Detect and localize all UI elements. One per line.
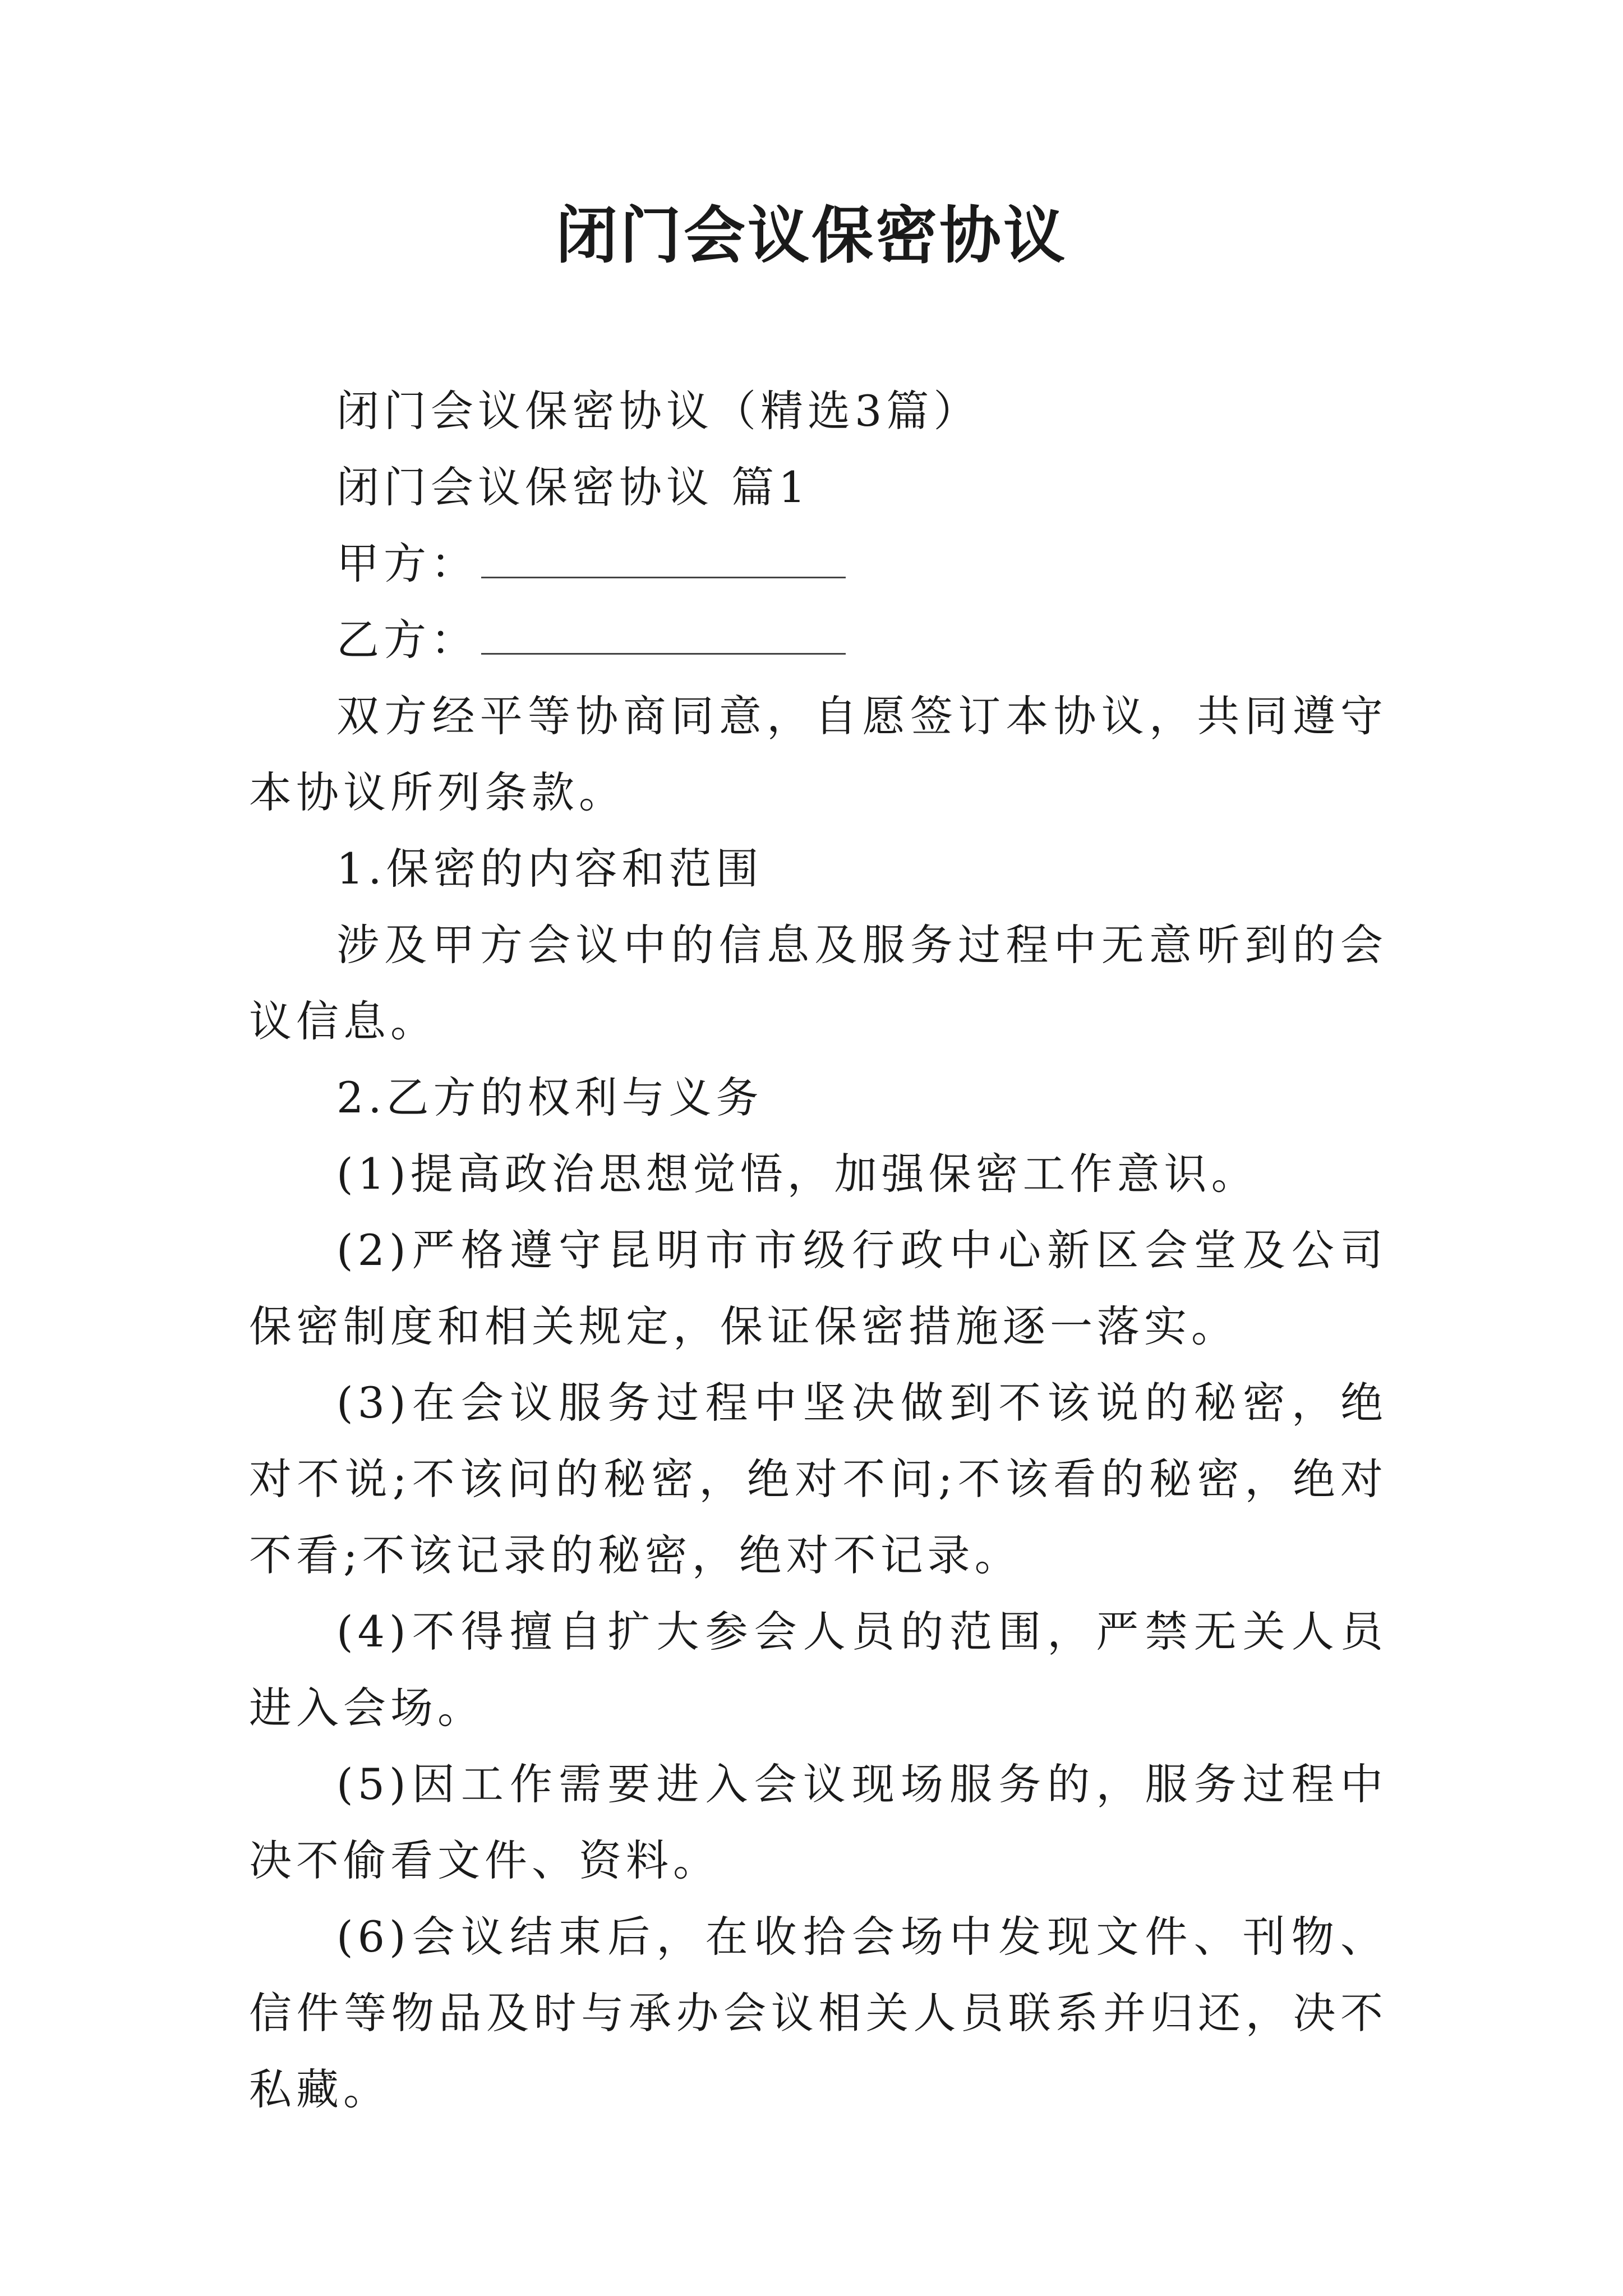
document-title: 闭门会议保密协议 <box>556 200 1067 272</box>
party-a-line <box>249 526 1387 602</box>
section-2-heading: 2.乙方的权利与义务 <box>336 1073 763 1122</box>
party-b-blank <box>481 622 846 655</box>
party-b-line <box>249 602 1387 678</box>
section-1-heading: 1.保密的内容和范围 <box>336 844 763 894</box>
intro-paragraph: 双方经平等协商同意，自愿签订本协议，共同遵守本协议所列条款。 <box>249 691 1387 817</box>
section-1-body: 涉及甲方会议中的信息及服务过程中无意听到的会议信息。 <box>249 920 1387 1046</box>
item-4: (4)不得擅自扩大参会人员的范围，严禁无关人员进入会场。 <box>249 1607 1387 1733</box>
item-5: (5)因工作需要进入会议现场服务的，服务过程中决不偷看文件、资料。 <box>249 1759 1387 1885</box>
item-6: (6)会议结束后，在收拾会场中发现文件、刊物、信件等物品及时与承办会议相关人员联系并归还，决不私藏。 <box>249 1912 1387 2114</box>
item-3: (3)在会议服务过程中坚决做到不该说的秘密，绝对不说;不该问的秘密，绝对不问;不该看的秘密，绝对不看;不该记录的秘密，绝对不记录。 <box>249 1378 1387 1580</box>
document-body <box>249 373 1387 2128</box>
item-1: (1)提高政治思想觉悟，加强保密工作意识。 <box>336 1149 1258 1199</box>
party-a-blank <box>481 545 846 578</box>
party-a-label: 甲方： <box>336 539 478 588</box>
chapter-heading: 闭门会议保密协议 篇1 <box>336 462 810 512</box>
party-b-label: 乙方： <box>336 615 478 665</box>
subtitle-line: 闭门会议保密协议（精选3篇） <box>336 386 981 436</box>
item-2: (2)严格遵守昆明市市级行政中心新区会堂及公司保密制度和相关规定，保证保密措施逐一落实。 <box>249 1225 1387 1351</box>
